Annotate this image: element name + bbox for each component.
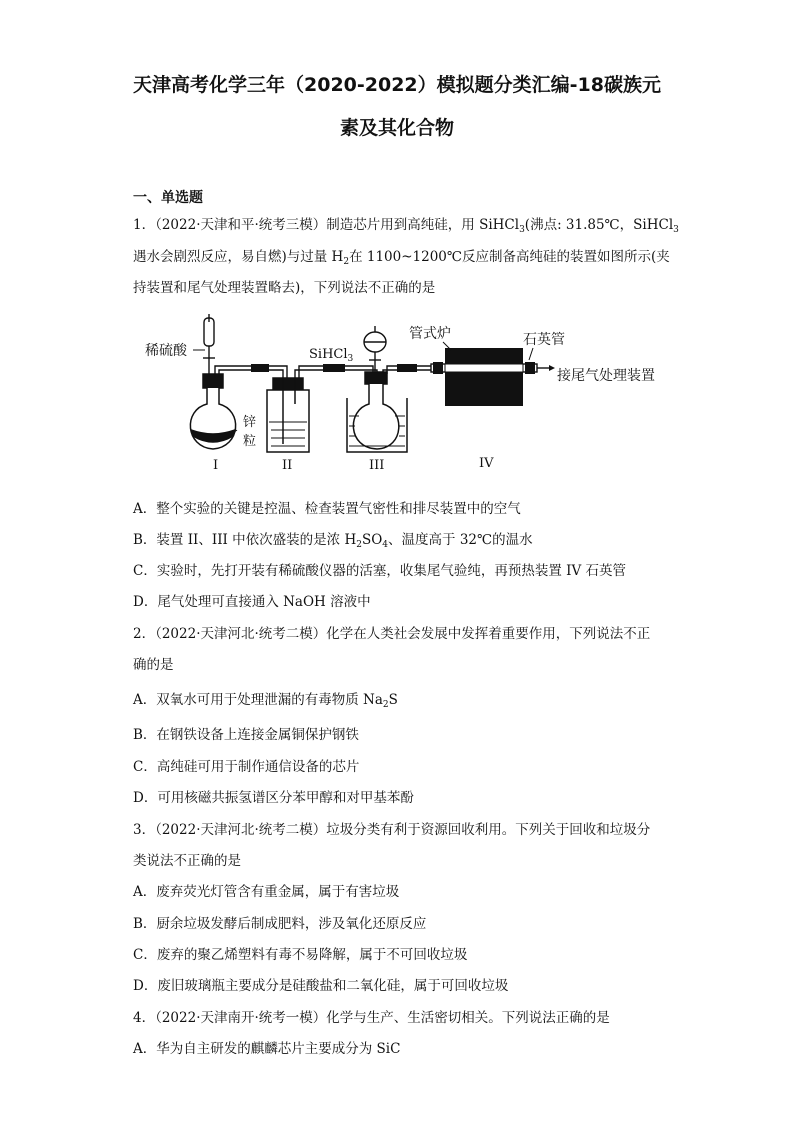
quartz-stopper-left [433, 362, 443, 374]
q1-stem-line2: 遇水会剧烈反应，易自燃)与过量 $H_2$在 1100~1200℃反应制备高纯硅的装置如图所示(夹 [133, 249, 670, 267]
q3-option-c: C．废弃的聚乙烯塑料有毒不易降解，属于不可回收垃圾 [133, 947, 468, 963]
quartz-stopper-right [525, 362, 535, 374]
label-quartz: 石英管 [523, 332, 565, 348]
q3-stem-line2: 类说法不正确的是 [133, 853, 241, 869]
label-sihcl3: SiHCl$_3$ [309, 347, 354, 364]
section-heading: 一、单选题 [133, 190, 203, 206]
document-title-line1: 天津高考化学三年（2020-2022）模拟题分类汇编-18碳族元 [133, 74, 661, 96]
q2-option-d: D．可用核磁共振氢谱区分苯甲醇和对甲基苯酚 [133, 790, 414, 806]
q1-option-c: C．实验时，先打开装有稀硫酸仪器的活塞，收集尾气验纯，再预热装置 IV 石英管 [133, 563, 626, 579]
q1-option-b: B．装置 II、III 中依次盛装的是浓 $H_2SO_4$、温度高于 32℃的温水 [133, 532, 533, 550]
quartz-pointer [529, 348, 533, 360]
q4-option-a: A．华为自主研发的麒麟芯片主要成分为 SiC [133, 1041, 401, 1057]
q2-option-a: A．双氧水可用于处理泄漏的有毒物质 $Na_2S$ [133, 692, 398, 710]
flask-I [190, 374, 235, 449]
q1-stem-line1: 1．（2022·天津和平·统考三模）制造芯片用到高纯硅，用 SiHCl$_3$(沸点: 31.85℃，SiHCl$_3$ [133, 217, 679, 235]
q3-stem-line1: 3．（2022·天津河北·统考二模）垃圾分类有利于资源回收利用。下列关于回收和垃圾分 [133, 822, 651, 838]
q3-option-d: D．废旧玻璃瓶主要成分是硅酸盐和二氧化硅，属于可回收垃圾 [133, 978, 509, 994]
q3-option-a: A．废弃荧光灯管含有重金属，属于有害垃圾 [133, 884, 400, 900]
label-III: III [369, 458, 385, 473]
q4-stem-line1: 4．（2022·天津南开·统考一模）化学与生产、生活密切相关。下列说法正确的是 [133, 1010, 610, 1026]
flask-III [347, 372, 407, 452]
q2-option-c: C．高纯硅可用于制作通信设备的芯片 [133, 759, 360, 775]
q2-stem-line2: 确的是 [133, 657, 174, 673]
apparatus-diagram [133, 312, 673, 482]
q1-option-a: A．整个实验的关键是控温、检查装置气密性和排尽装置中的空气 [133, 501, 521, 517]
label-II: II [282, 458, 293, 473]
label-exhaust: 接尾气处理装置 [557, 368, 655, 384]
q2-option-b: B．在钢铁设备上连接金属铜保护钢铁 [133, 727, 359, 743]
connector-1 [251, 364, 269, 372]
label-IV: IV [479, 456, 494, 471]
label-zinc-1: 锌 [243, 415, 257, 430]
label-I: I [213, 458, 219, 473]
furnace-bore [445, 364, 523, 372]
dropping-funnel [203, 314, 215, 374]
q2-stem-line1: 2．（2022·天津河北·统考二模）化学在人类社会发展中发挥着重要作用，下列说法不正 [133, 626, 651, 642]
q3-option-b: B．厨余垃圾发酵后制成肥料，涉及氧化还原反应 [133, 916, 427, 932]
document-title-line2: 素及其化合物 [339, 117, 454, 139]
exhaust-arrow [549, 365, 555, 371]
label-zinc-2: 粒 [243, 434, 257, 449]
connector-2 [323, 364, 345, 372]
tube-furnace [445, 348, 523, 406]
funnel-III [364, 326, 386, 372]
q1-option-d: D．尾气处理可直接通入 NaOH 溶液中 [133, 594, 371, 610]
connector-3 [397, 364, 417, 372]
label-dilute-acid: 稀硫酸 [145, 343, 187, 359]
label-furnace: 管式炉 [409, 326, 451, 342]
bottle-II [267, 378, 309, 452]
q1-stem-line3: 持装置和尾气处理装置略去)，下列说法不正确的是 [133, 280, 436, 296]
